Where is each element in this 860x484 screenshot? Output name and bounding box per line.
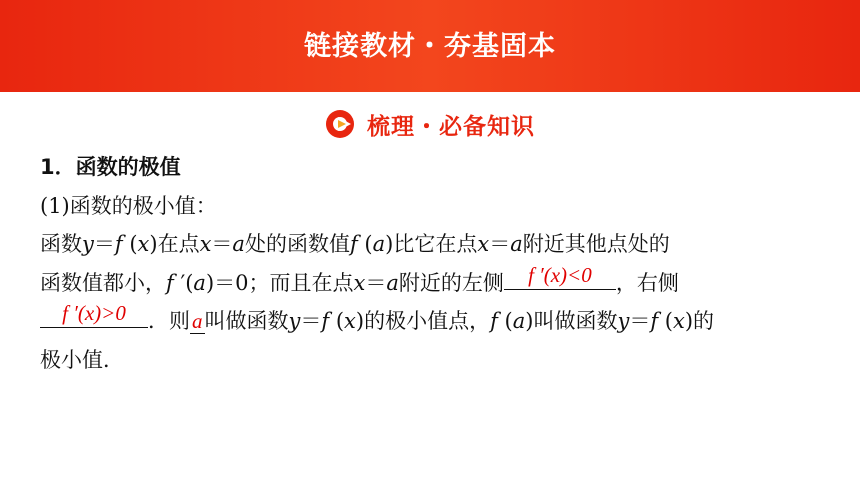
text: ＝ [629,309,651,333]
math-var: x [673,309,685,333]
math-var: x [137,232,150,256]
math-var: a [386,270,399,295]
text: ＝ [489,232,511,256]
text: ＝ [365,270,387,295]
content-heading: 1．函数的极值 [40,155,181,179]
content-subheading: (1)函数的极小值： [40,193,217,218]
math-var: f [490,309,498,333]
content-body [40,148,824,379]
text: ( [329,309,345,333]
text: 处的函数值 [244,232,350,256]
text: 函数值都小， [40,270,166,295]
blank-answer: f ′(x)<0 [528,262,592,287]
math-var: x [344,309,356,333]
paragraph-line-4: 极小值． [40,347,124,372]
section-title: 梳理・必备知识 [367,113,535,140]
text: 叫做函数 [204,309,289,333]
fill-blank-left-side [504,262,616,290]
text: )的 [684,309,715,333]
text: ＝ [93,232,115,256]
section-heading [0,104,860,144]
text: ( [658,309,673,333]
text: 函数 [40,232,82,256]
math-var: a [193,270,206,295]
math-var: a [232,232,245,256]
math-var: y [288,309,301,333]
text: )比它在点 [385,232,478,256]
paragraph-line-1 [40,225,824,264]
text: ( [357,232,373,256]
paragraph-line-2 [40,264,824,303]
text: )＝0；而且在点 [205,270,354,295]
fill-blank-right-side [40,303,148,328]
text: ＝ [300,309,322,333]
text: 附近其他点处的 [522,232,670,256]
red-circle-play-icon [325,109,355,139]
text: ，右侧 [615,270,679,295]
math-var: a [510,232,523,256]
text: )在点 [149,232,200,256]
math-var: f [166,270,174,295]
math-var: y [82,232,94,256]
math-var: a [512,309,526,333]
paragraph-line-3 [40,302,824,341]
text: ＝ [211,232,233,256]
header-title: 链接教材・夯基固本 [304,30,556,62]
text: ( [122,232,138,256]
math-var: x [477,232,490,256]
text: ．则 [148,309,190,333]
text: ′( [173,270,194,295]
text: 附近的左侧 [398,270,504,295]
blank-answer: f ′(x)>0 [62,301,126,325]
math-var: f [114,232,123,256]
text: )的极小值点， [355,309,491,333]
math-var: f [321,309,330,333]
math-var: x [353,270,366,295]
math-var: f [650,309,659,333]
text: ( [497,309,513,333]
header-banner [0,0,860,92]
math-var: x [199,232,212,256]
inline-answer: a [192,309,203,333]
math-var: y [617,309,630,333]
text: )叫做函数 [525,309,618,333]
math-var: a [372,232,386,256]
math-var: f [349,232,358,256]
